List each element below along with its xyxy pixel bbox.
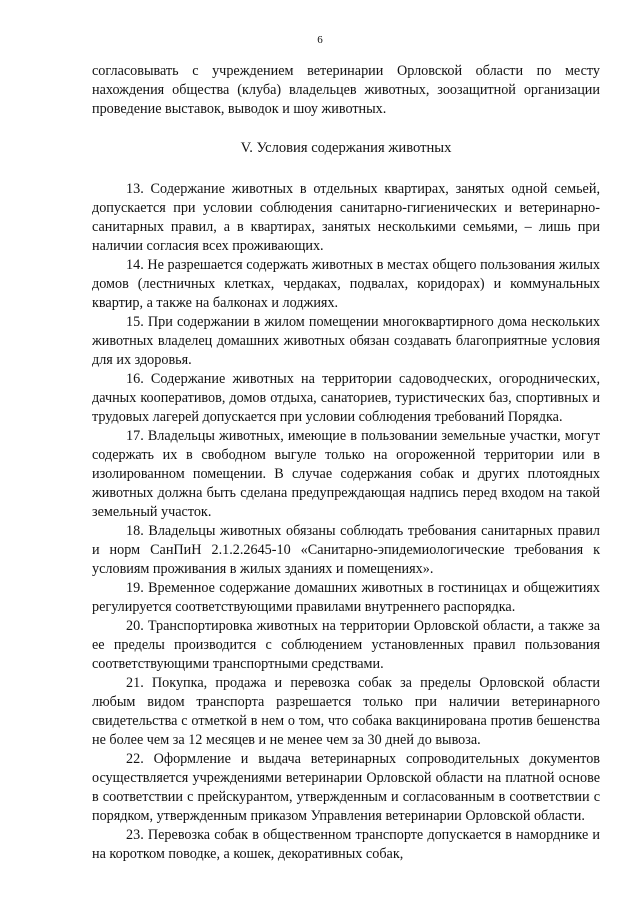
paragraph-15: 15. При содержании в жилом помещении многоквартирного дома нескольких животных владелец домашних животных обязан создавать благоприятные условия для их здоровья. [92, 314, 600, 368]
page-number: 6 [317, 34, 323, 46]
paragraph-21: 21. Покупка, продажа и перевозка собак за пределы Орловской области любым видом транспорта разрешается только при наличии ветеринарного свидетельства с отметкой в нем о том, что собака вакцинирована против бешенства не более чем за 12 месяцев и не менее чем за 30 дней до вывоза. [92, 675, 600, 748]
paragraph-16: 16. Содержание животных на территории садоводческих, огороднических, дачных кооперативов, домов отдыха, санаториев, туристических баз, спортивных и трудовых лагерей допускается при условии соблюдения требований Порядка. [92, 371, 600, 425]
paragraph-20: 20. Транспортировка животных на территории Орловской области, а также за ее пределы производится с соблюдением установленных правил пользования соответствующими транспортными средствами. [92, 618, 600, 672]
paragraph-22: 22. Оформление и выдача ветеринарных сопроводительных документов осуществляется учреждениями ветеринарии Орловской области на платной основе в соответствии с прейскурантом, утвержденным и согласованным в соответствии с порядком, утвержденным приказом Управления ветеринарии Орловской области. [92, 751, 600, 824]
paragraph-19: 19. Временное содержание домашних животных в гостиницах и общежитиях регулируется соответствующими правилами внутреннего распорядка. [92, 580, 600, 615]
paragraph-18: 18. Владельцы животных обязаны соблюдать требования санитарных правил и норм СанПиН 2.1.2.2645-10 «Санитарно-эпидемиологические требования к условиям проживания в жилых зданиях и помещениях». [92, 523, 600, 577]
paragraph-23: 23. Перевозка собак в общественном транспорте допускается в наморднике и на коротком поводке, а кошек, декоративных собак, [92, 827, 600, 862]
paragraph-14: 14. Не разрешается содержать животных в местах общего пользования жилых домов (лестничных клетках, чердаках, подвалах, коридорах) и коммунальных квартир, а также на балконах и лоджиях. [92, 257, 600, 311]
document-body [92, 62, 600, 864]
section-heading: V. Условия содержания животных [240, 140, 452, 156]
paragraph-17: 17. Владельцы животных, имеющие в пользовании земельные участки, могут содержать их в свободном выгуле только на огороженной территории или в изолированном помещении. В случае содержания собак и других плотоядных животных должна быть сделана предупреждающая надпись перед входом на такой земельный участок. [92, 428, 600, 520]
intro-paragraph: согласовывать с учреждением ветеринарии Орловской области по месту нахождения общества (клуба) владельцев животных, зоозащитной организации проведение выставок, выводок и шоу животных. [92, 63, 600, 117]
paragraph-13: 13. Содержание животных в отдельных квартирах, занятых одной семьей, допускается при условии соблюдения санитарно-гигиенических и ветеринарно-санитарных правил, а в квартирах, занятых несколькими семьями, – лишь при наличии согласия всех проживающих. [92, 181, 600, 254]
